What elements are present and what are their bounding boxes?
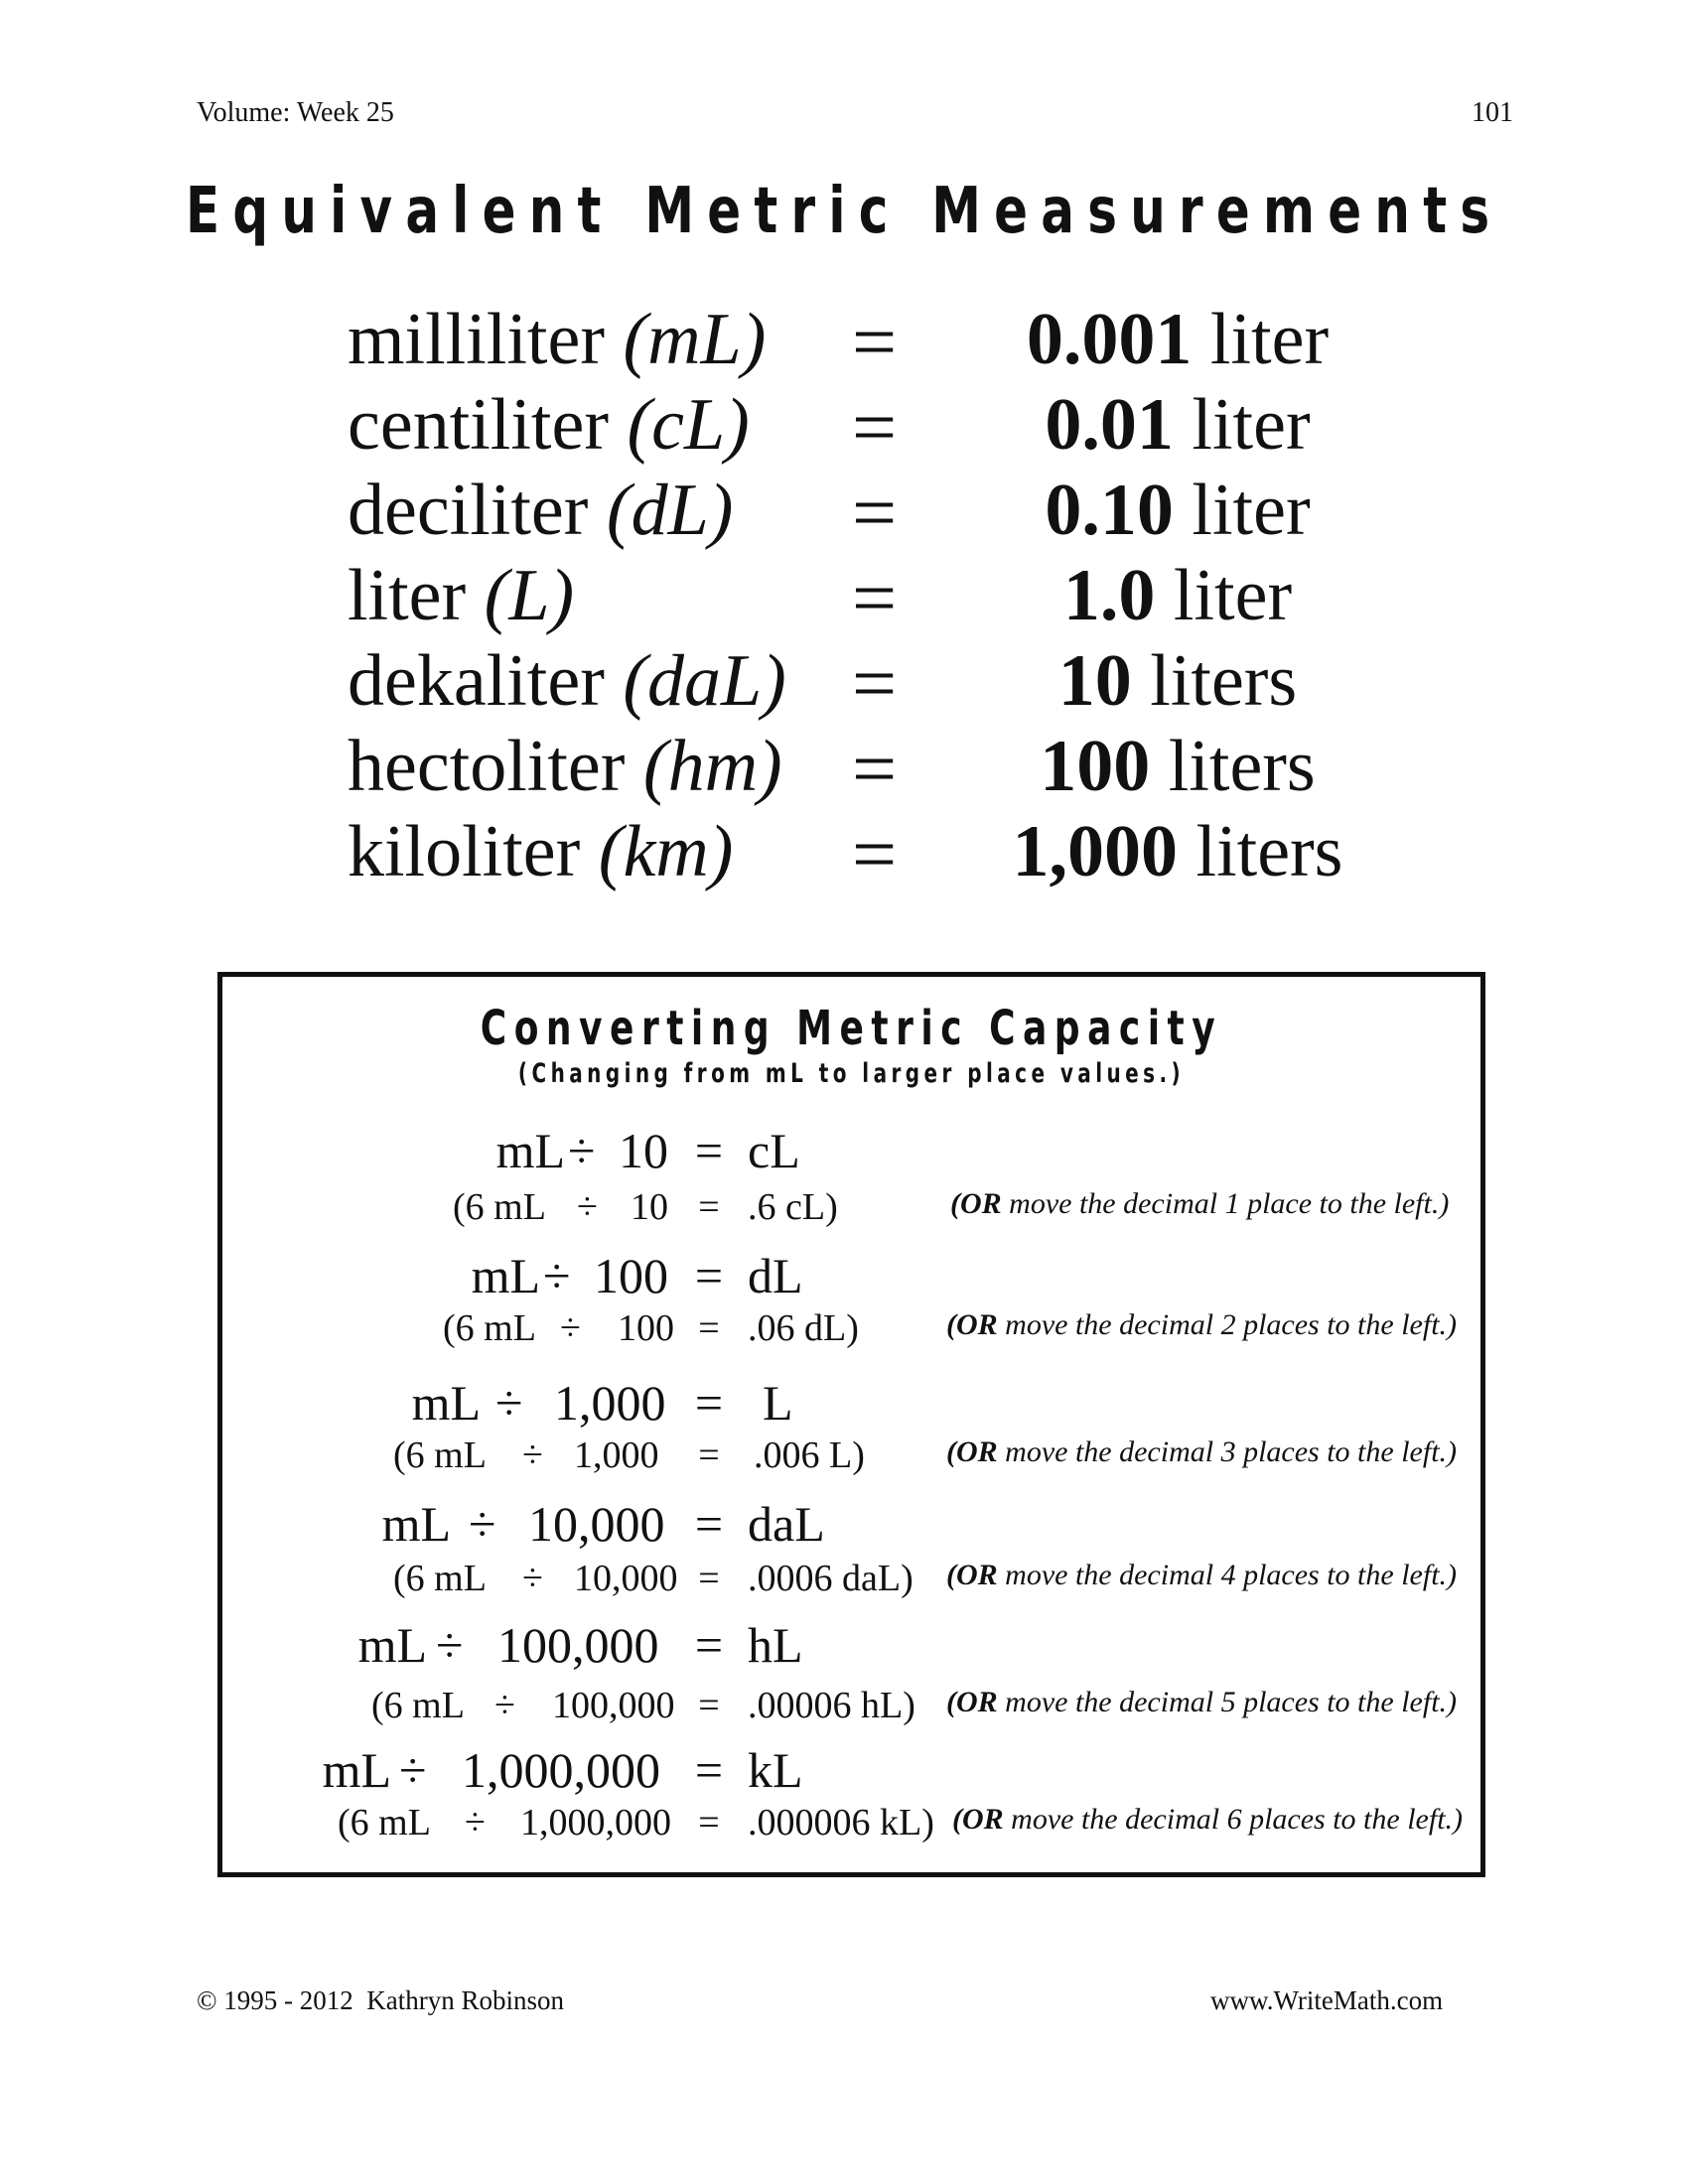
example-divide-sign: ÷ <box>577 1186 598 1228</box>
equivalent-unit: liters <box>1196 811 1343 892</box>
page-number: 101 <box>1472 97 1513 128</box>
unit-abbreviation: (km) <box>598 811 734 892</box>
unit-abbreviation: (mL) <box>623 299 767 380</box>
unit-name: kiloliter <box>348 811 581 892</box>
unit-abbreviation: (daL) <box>623 640 786 722</box>
equals-sign: = <box>852 299 898 386</box>
page-title: Equivalent Metric Measurements <box>186 175 1503 248</box>
example-divide-sign: ÷ <box>494 1685 515 1726</box>
example-unit: (6 mL <box>338 1802 431 1843</box>
example-result: .000006 kL) <box>748 1802 934 1843</box>
equals-sign: = <box>852 811 898 898</box>
example-result: .6 cL) <box>748 1186 838 1228</box>
example-result: .0006 daL) <box>748 1558 914 1599</box>
unit-name: centiliter <box>348 384 609 466</box>
divide-sign: ÷ <box>399 1742 427 1798</box>
example-unit: (6 mL <box>393 1558 487 1599</box>
formula-result: L <box>763 1375 793 1431</box>
unit-abbreviation: (dL) <box>606 470 734 551</box>
formula-result: kL <box>748 1742 803 1798</box>
example-divide-sign: ÷ <box>560 1307 581 1349</box>
unit-abbreviation: (hm) <box>642 726 782 807</box>
unit-name: dekaliter <box>348 640 605 722</box>
formula-unit: mL <box>322 1742 391 1798</box>
formula-equals: = <box>694 1248 724 1303</box>
formula-divisor: 10,000 <box>528 1496 665 1552</box>
example-unit: (6 mL <box>393 1434 487 1476</box>
formula-equals: = <box>694 1123 724 1178</box>
formula-unit: mL <box>495 1123 565 1178</box>
example-divisor: 100 <box>618 1307 674 1349</box>
box-subtitle: (Changing from mL to larger place values.) <box>517 1058 1186 1089</box>
example-equals: = <box>698 1802 720 1843</box>
equivalent-value: 0.01 <box>1045 384 1174 466</box>
shortcut-note: (OR move the decimal 1 place to the left.) <box>950 1187 1450 1220</box>
shortcut-note: (OR move the decimal 3 places to the left.) <box>946 1435 1458 1468</box>
equivalent-value: 10 <box>1057 640 1132 722</box>
example-unit: (6 mL <box>443 1307 536 1349</box>
formula-equals: = <box>694 1496 724 1552</box>
divide-sign: ÷ <box>436 1617 464 1673</box>
equals-sign: = <box>852 726 898 813</box>
equivalent-value: 1.0 <box>1062 555 1156 636</box>
shortcut-note: (OR move the decimal 6 places to the left.) <box>952 1803 1464 1836</box>
formula-unit: mL <box>471 1248 540 1303</box>
unit-name: deciliter <box>348 470 589 551</box>
divide-sign: ÷ <box>469 1496 496 1552</box>
example-result: .006 L) <box>754 1434 865 1476</box>
equivalent-row <box>0 554 1688 642</box>
equals-sign: = <box>852 384 898 472</box>
example-result: .00006 hL) <box>748 1685 915 1726</box>
unit-abbreviation: (cL) <box>627 384 750 466</box>
equivalent-unit: liter <box>1173 555 1293 636</box>
shortcut-note: (OR move the decimal 4 places to the left.) <box>946 1559 1458 1591</box>
equivalent-row <box>0 725 1688 813</box>
example-equals: = <box>698 1434 720 1476</box>
equivalent-row <box>0 639 1688 728</box>
formula-equals: = <box>694 1375 724 1431</box>
formula-result: hL <box>748 1617 803 1673</box>
equivalent-unit: liter <box>1192 470 1311 551</box>
example-divide-sign: ÷ <box>522 1558 543 1599</box>
example-divisor: 1,000 <box>574 1434 659 1476</box>
equals-sign: = <box>852 555 898 642</box>
equivalent-value: 100 <box>1040 726 1151 807</box>
example-divisor: 1,000,000 <box>520 1802 671 1843</box>
box-title: Converting Metric Capacity <box>480 1001 1223 1056</box>
example-divisor: 10,000 <box>574 1558 678 1599</box>
unit-name: liter <box>348 555 467 636</box>
formula-divisor: 1,000,000 <box>462 1742 660 1798</box>
equals-sign: = <box>852 640 898 728</box>
unit-abbreviation: (L) <box>484 555 575 636</box>
formula-result: daL <box>748 1496 825 1552</box>
equivalent-value: 1,000 <box>1012 811 1179 892</box>
example-equals: = <box>698 1685 720 1726</box>
formula-equals: = <box>694 1617 724 1673</box>
conversion-box <box>217 972 1485 1877</box>
formula-equals: = <box>694 1742 724 1798</box>
example-unit: (6 mL <box>371 1685 465 1726</box>
example-divisor: 100,000 <box>552 1685 675 1726</box>
page-header-left: Volume: Week 25 <box>197 97 394 128</box>
example-divide-sign: ÷ <box>465 1802 486 1843</box>
equivalent-row <box>0 810 1688 898</box>
copyright-footer: © 1995 - 2012 Kathryn Robinson <box>197 1985 564 2015</box>
equivalent-value: 0.10 <box>1045 470 1174 551</box>
divide-sign: ÷ <box>495 1375 523 1431</box>
example-equals: = <box>698 1307 720 1349</box>
equivalent-unit: liter <box>1192 384 1311 466</box>
equivalent-unit: liter <box>1209 299 1330 380</box>
formula-divisor: 100,000 <box>497 1617 659 1673</box>
divide-sign: ÷ <box>568 1123 596 1178</box>
formula-divisor: 10 <box>619 1123 668 1178</box>
formula-unit: mL <box>381 1496 451 1552</box>
shortcut-note: (OR move the decimal 5 places to the left.) <box>946 1686 1458 1718</box>
equivalent-value: 0.001 <box>1026 299 1193 380</box>
formula-unit: mL <box>411 1375 481 1431</box>
example-divide-sign: ÷ <box>522 1434 543 1476</box>
equivalent-unit: liters <box>1168 726 1316 807</box>
equals-sign: = <box>852 470 898 557</box>
divide-sign: ÷ <box>543 1248 571 1303</box>
equivalent-unit: liters <box>1150 640 1298 722</box>
equivalent-row <box>0 298 1688 386</box>
example-unit: (6 mL <box>453 1186 546 1228</box>
website-footer: www.WriteMath.com <box>1210 1985 1444 2015</box>
equivalent-row <box>0 469 1688 557</box>
formula-unit: mL <box>357 1617 427 1673</box>
unit-name: milliliter <box>348 299 605 380</box>
formula-result: cL <box>748 1123 800 1178</box>
shortcut-note: (OR move the decimal 2 places to the left.) <box>946 1308 1458 1341</box>
example-equals: = <box>698 1186 720 1228</box>
equivalent-row <box>0 383 1688 472</box>
example-equals: = <box>698 1558 720 1599</box>
example-divisor: 10 <box>631 1186 668 1228</box>
unit-name: hectoliter <box>348 726 626 807</box>
example-result: .06 dL) <box>748 1307 859 1349</box>
formula-divisor: 100 <box>594 1248 668 1303</box>
formula-result: dL <box>748 1248 803 1303</box>
formula-divisor: 1,000 <box>554 1375 666 1431</box>
